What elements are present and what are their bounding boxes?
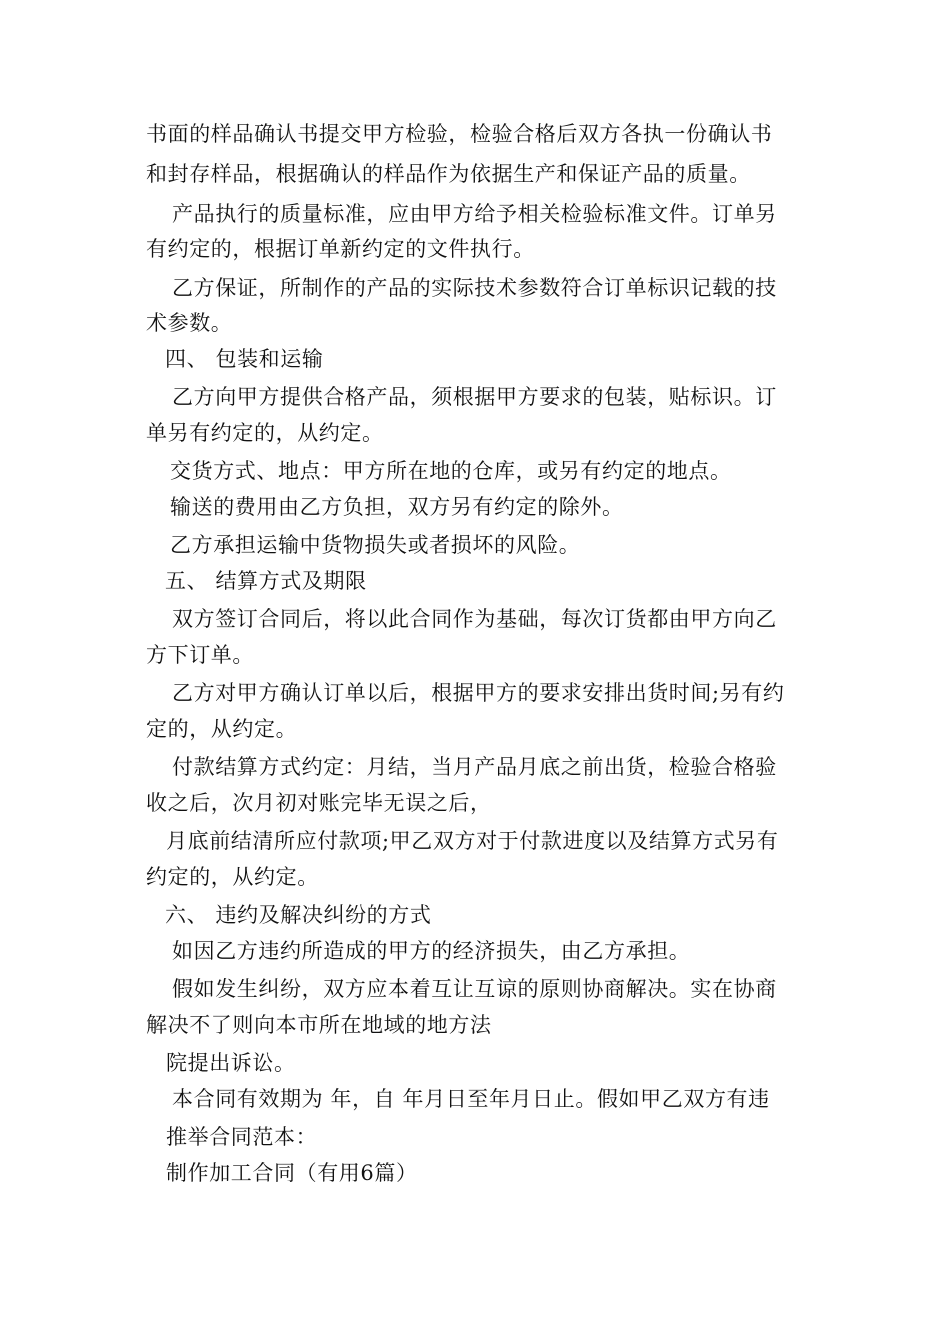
body-line-9: 交货方式、地点：甲方所在地的仓库，或另有约定的地点。 xyxy=(170,459,732,483)
body-line-8: 单另有约定的，从约定。 xyxy=(146,421,384,445)
body-line-10: 输送的费用由乙方负担，双方另有约定的除外。 xyxy=(170,495,624,519)
body-line-3: 产品执行的质量标准，应由甲方给予相关检验标准文件。订单另 xyxy=(172,202,777,226)
body-line-16: 付款结算方式约定：月结，当月产品月底之前出货，检验合格验 xyxy=(172,755,777,779)
body-line-18: 月底前结清所应付款项;甲乙双方对于付款进度以及结算方式另有 xyxy=(166,829,779,853)
body-line-23: 院提出诉讼。 xyxy=(166,1051,296,1075)
body-line-13: 方下订单。 xyxy=(146,643,254,667)
recommend-link[interactable]: 制作加工合同（有用6篇） xyxy=(166,1161,418,1185)
body-line-4: 有约定的，根据订单新约定的文件执行。 xyxy=(146,237,535,261)
body-line-1: 书面的样品确认书提交甲方检验，检验合格后双方各执一份确认书 xyxy=(146,122,773,146)
body-line-7: 乙方向甲方提供合格产品，须根据甲方要求的包装，贴标识。订 xyxy=(172,385,777,409)
body-line-24: 本合同有效期为 年，自 年月日至年月日止。假如甲乙双方有违 xyxy=(172,1087,770,1111)
body-line-12: 双方签订合同后，将以此合同作为基础，每次订货都由甲方向乙 xyxy=(172,607,777,631)
section-heading-5: 五、 结算方式及期限 xyxy=(165,569,367,593)
body-line-2: 和封存样品，根据确认的样品作为依据生产和保证产品的质量。 xyxy=(146,162,751,186)
section-heading-6: 六、 违约及解决纠纷的方式 xyxy=(165,903,432,927)
section-heading-4: 四、 包装和运输 xyxy=(165,347,324,371)
body-line-14: 乙方对甲方确认订单以后，根据甲方的要求安排出货时间;另有约 xyxy=(172,681,785,705)
body-line-22: 解决不了则向本市所在地域的地方法 xyxy=(146,1013,492,1037)
body-line-6: 术参数。 xyxy=(146,311,233,335)
recommend-label: 推举合同范本： xyxy=(166,1125,318,1149)
body-line-5: 乙方保证，所制作的产品的实际技术参数符合订单标识记载的技 xyxy=(172,276,777,300)
body-line-19: 约定的，从约定。 xyxy=(146,865,319,889)
body-line-17: 收之后，次月初对账完毕无误之后， xyxy=(146,791,492,815)
body-line-15: 定的，从约定。 xyxy=(146,717,298,741)
body-line-11: 乙方承担运输中货物损失或者损坏的风险。 xyxy=(170,533,581,557)
body-line-20: 如因乙方违约所造成的甲方的经济损失，由乙方承担。 xyxy=(172,939,691,963)
body-line-21: 假如发生纠纷，双方应本着互让互谅的原则协商解决。实在协商 xyxy=(172,977,777,1001)
